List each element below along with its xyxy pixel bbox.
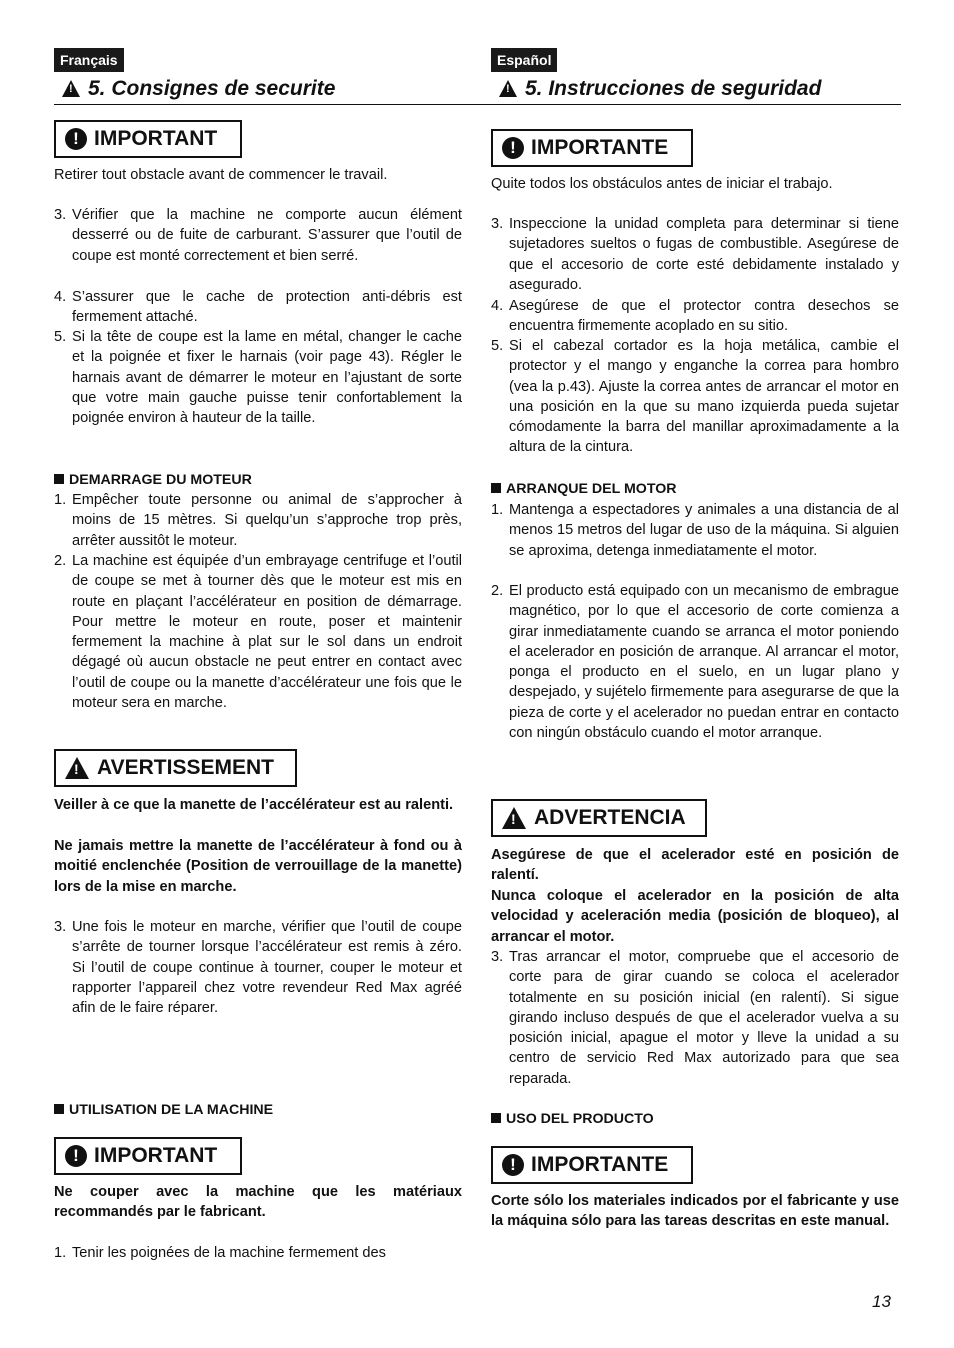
bullet-square-icon (491, 483, 501, 493)
list-item: 1. Empêcher toute personne ou animal de s’approcher à moins de 15 mètres. Si quelqu’un s’approche trop près, arrêter aussitôt le moteur. (54, 492, 462, 549)
important-box (54, 120, 242, 158)
avertissement-label: AVERTISSEMENT (97, 756, 274, 779)
list-item: 3. Vérifier que la machine ne comporte aucun élément desserré ou de fuite de carburant. S’assurer que l’outil de coupe est monté correctement et bien serré. (54, 207, 462, 264)
bullet-square-icon (491, 1113, 501, 1123)
list-item: 3. Une fois le moteur en marche, vérifier que l’outil de coupe s’arrête de tourner lorsque l’accélérateur est remis à zéro. Si l’outil de coupe continue à tourner, couper le moteur et rapporter l’appareil chez votre revendeur Red Max agréé afin de le faire réparer. (54, 919, 462, 1017)
list-item: 2. La machine est équipée d’un embrayage centrifuge et l’outil de coupe se met à tourner dès que le moteur est mis en route en plaçant l’accélérateur en position de démarrage. Pour mettre le moteur en route, poser et maintenir fermement la machine à plat sur le sol dans un endroit dégagé où aucun obstacle ne peut entrer en contact avec l’outil de coupe ou la manette d’accélérateur une fois que le moteur sera en marche. (54, 553, 462, 712)
subheading: USO DEL PRODUCTO (491, 1109, 654, 1129)
important-box (54, 1137, 242, 1175)
important-text: Ne couper avec la machine que les matériaux recommandés par le fabricant. (54, 1184, 462, 1221)
bullet-square-icon (54, 474, 64, 484)
importante-box (491, 1146, 693, 1184)
exclamation-icon: ! (502, 137, 524, 159)
advertencia-box (491, 799, 707, 837)
list-item: 3. Tras arrancar el motor, compruebe que el accesorio de corte para de girar cuando se coloca el acelerador totalmente en su posición inicial (en ralentí). Si sigue girando incluso después de que el acelerador vuelva a su posición inicial, apague el motor y lleve la unidad a su centro de servicio Red Max autorizado para que sea reparada. (491, 949, 899, 1087)
warning-triangle-icon (502, 807, 526, 829)
section-title-text: 5. Instrucciones de seguridad (525, 77, 822, 100)
list-item: 3. Inspeccione la unidad completa para determinar si tiene sujetadores sueltos o fugas de combustible. Asegúrese de que el accesorio de corte esté debidamente instalado y asegurado. (491, 216, 899, 293)
page-number: 13 (872, 1292, 891, 1311)
important-text: Corte sólo los materiales indicados por el fabricante y use la máquina sólo para las tareas descritas en este manual. (491, 1193, 899, 1230)
list-item: 1. Mantenga a espectadores y animales a una distancia de al menos 15 metros del lugar de uso de la máquina. Si alguien se aproxima, detenga inmediatamente el motor. (491, 502, 899, 559)
section-title (54, 74, 491, 105)
subheading: DEMARRAGE DU MOTEUR (54, 470, 252, 490)
subheading: UTILISATION DE LA MACHINE (54, 1100, 273, 1120)
importante-box (491, 129, 693, 167)
subheading: ARRANQUE DEL MOTOR (491, 479, 677, 499)
exclamation-icon: ! (502, 1154, 524, 1176)
warning-text: Veiller à ce que la manette de l’accélérateur est au ralenti. (54, 797, 454, 813)
warning-text: Nunca coloque el acelerador en la posición de alta velocidad y aceleración media (posición de bloqueo), al arrancar el motor. (491, 888, 899, 945)
warning-text: Asegúrese de que el acelerador esté en posición de ralentí. (491, 847, 899, 884)
bullet-square-icon (54, 1104, 64, 1114)
language-tag: Français (54, 48, 124, 72)
list-item: 2. El producto está equipado con un mecanismo de embrague magnético, por lo que el accesorio de corte comienza a girar inmediatamente cuando se arranca el motor poniendo el acelerador en posición de arranque. Al arrancar el motor, ponga el producto en el suelo, en un lugar plano y despejado, y sujételo firmemente para asegurarse de que la pieza de corte y el acelerador no puedan entrar en contacto con ningún obstáculo cuando el motor arranque. (491, 583, 899, 742)
list-item: 4. Asegúrese de que el protector contra desechos se encuentra firmemente acoplado en su sitio. (491, 298, 899, 335)
advertencia-label: ADVERTENCIA (534, 806, 686, 829)
language-tag: Español (491, 48, 557, 72)
warning-text: Ne jamais mettre la manette de l’accélérateur à fond ou à moitié enclenchée (Position de verrouillage de la manette) lors de la mise en marche. (54, 838, 462, 895)
list-item: 5. Si la tête de coupe est la lame en métal, changer le cache et la poignée et fixer le harnais (voir page 43). Régler le harnais avant de démarrer le moteur en l’ajustant de sorte que votre main gauche puisse tenir confortablement la poignée environ à hauteur de la taille. (54, 329, 462, 427)
avertissement-box (54, 749, 297, 787)
warning-triangle-icon (499, 80, 517, 97)
exclamation-icon: ! (65, 1145, 87, 1167)
importante-label: IMPORTANTE (531, 136, 669, 159)
important-label: IMPORTANT (94, 1144, 218, 1167)
warning-triangle-icon (62, 80, 80, 97)
importante-label: IMPORTANTE (531, 1153, 669, 1176)
list-item: 4. S’assurer que le cache de protection anti-débris est fermement attaché. (54, 289, 462, 326)
intro-text: Quite todos los obstáculos antes de iniciar el trabajo. (491, 176, 833, 192)
list-item: 5. Si el cabezal cortador es la hoja metálica, cambie el protector y el mango y enganche la correa para hombro (vea la p.43). Ajuste la correa antes de arrancar el motor en una posición en la que su mano izquierda pueda sujetar cómodamente la barra del manillar aproximadamente a la altura de la cintura. (491, 338, 899, 456)
warning-triangle-icon (65, 757, 89, 779)
important-label: IMPORTANT (94, 127, 218, 150)
section-title (491, 74, 901, 105)
section-title-text: 5. Consignes de securite (88, 77, 336, 100)
intro-text: Retirer tout obstacle avant de commencer le travail. (54, 167, 388, 183)
exclamation-icon: ! (65, 128, 87, 150)
list-item: 1. Tenir les poignées de la machine fermement des (54, 1245, 386, 1261)
